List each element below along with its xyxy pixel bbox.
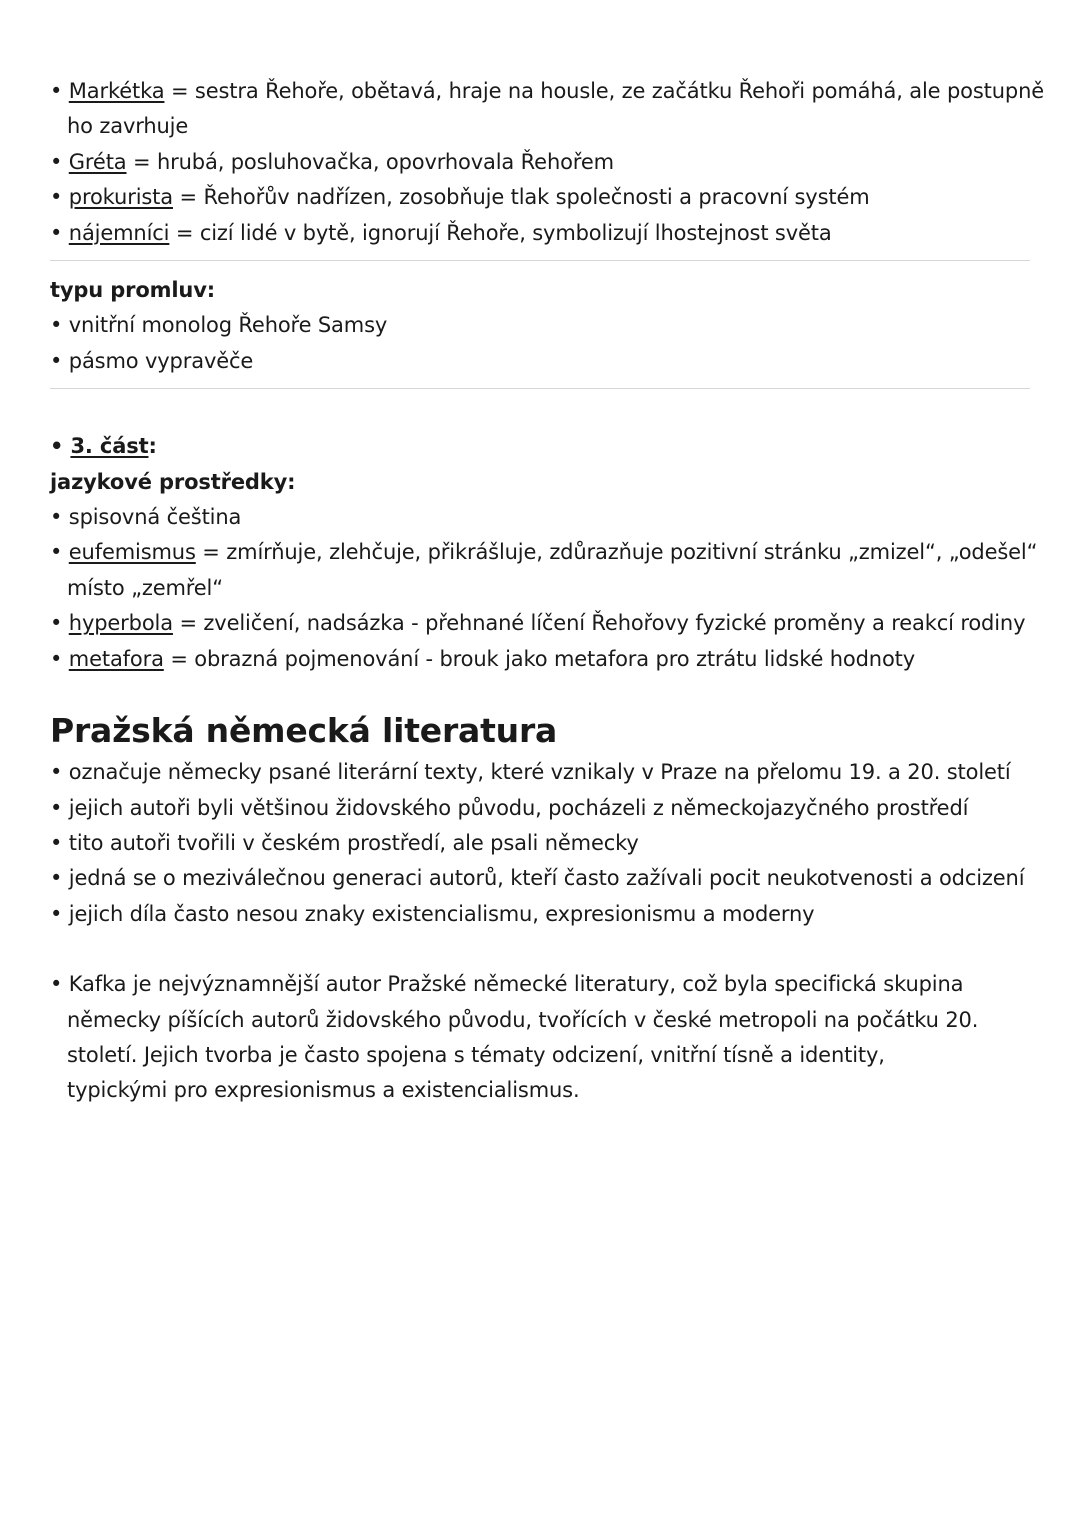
bullet: •: [50, 646, 63, 671]
item-text: jejich díla často nesou znaky existencialismu, expresionismu a moderny: [68, 901, 815, 926]
term-eufemismus: eufemismus: [68, 540, 196, 565]
list-item: [50, 861, 1030, 896]
prague-section: [50, 707, 1030, 1109]
item-text: jedná se o meziválečnou generaci autorů, kteří často zažívali pocit neukotvenosti a odcizení: [68, 866, 1025, 891]
list-item: [50, 216, 1030, 251]
divider: [50, 260, 1030, 261]
item-text: označuje německy psané literární texty, které vznikaly v Praze na přelomu 19. a 20. století: [68, 760, 1011, 785]
term-description: = zveličení, nadsázka - přehnané líčení Řehořovy fyzické proměny a reakcí rodiny: [172, 611, 1026, 636]
list-item-continuation: ho zavrhuje: [67, 114, 189, 139]
term-description: = sestra Řehoře, obětavá, hraje na housle, ze začátku Řehoři pomáhá, ale postupně: [164, 79, 1045, 103]
item-text: spisovná čeština: [68, 505, 242, 530]
bullet: •: [50, 611, 63, 636]
list-item: [50, 344, 1030, 379]
section-heading: typu promluv:: [50, 278, 216, 303]
list-item: [50, 535, 1038, 570]
divider: [50, 388, 1030, 389]
bullet: •: [50, 185, 63, 210]
list-item: [50, 145, 1030, 180]
list-item: [50, 74, 1045, 109]
list-item-continuation: typickými pro expresionismus a existencialismus.: [67, 1078, 580, 1103]
term-marketka: Markétka: [68, 79, 165, 103]
bullet: •: [50, 220, 63, 245]
part-label: [50, 429, 1030, 464]
kafka-paragraph: [50, 967, 1030, 1109]
term-description: = obrazná pojmenování - brouk jako metafora pro ztrátu lidské hodnoty: [163, 646, 916, 671]
term-description: = cizí lidé v bytě, ignorují Řehoře, symbolizují lhostejnost světa: [169, 220, 832, 245]
bullet: •: [50, 972, 63, 997]
list-item-continuation: místo „zemřel“: [67, 575, 223, 600]
list-item-continuation: století. Jejich tvorba je často spojena s tématy odcizení, vnitřní tísně a identity,: [67, 1042, 885, 1067]
term-description: = Řehořův nadřízen, zosobňuje tlak společnosti a pracovní systém: [172, 185, 870, 210]
bullet: •: [50, 901, 63, 926]
colon: :: [148, 434, 157, 459]
item-text: jejich autoři byli většinou židovského původu, pocházeli z německojazyčného prostředí: [68, 795, 969, 820]
term-description: = hrubá, posluhovačka, opovrhovala Řehořem: [126, 149, 614, 174]
section-heading: jazykové prostředky:: [50, 469, 296, 494]
section-title: Pražská německá literatura: [50, 711, 558, 751]
bullet: •: [50, 348, 63, 373]
document-page: [50, 74, 1045, 1109]
term-metafora: metafora: [68, 646, 164, 671]
list-item: [50, 755, 1030, 790]
speech-section: [50, 273, 1030, 379]
characters-list: [50, 74, 1045, 251]
list-item: [50, 791, 1030, 826]
bullet: •: [50, 795, 63, 820]
bullet: •: [50, 79, 63, 103]
list-item: [50, 180, 1030, 215]
term-greta: Gréta: [68, 149, 127, 174]
bullet: •: [50, 830, 63, 855]
term-description: = zmírňuje, zlehčuje, přikrášluje, zdůrazňuje pozitivní stránku „zmizel“, „odešel“: [195, 540, 1038, 565]
term-najemnici: nájemníci: [68, 220, 170, 245]
part-title: 3. část: [70, 434, 149, 459]
bullet: •: [50, 866, 63, 891]
list-item: [50, 826, 1030, 861]
item-text: tito autoři tvořili v českém prostředí, ale psali německy: [68, 830, 639, 855]
list-item: [50, 308, 1030, 343]
item-text: vnitřní monolog Řehoře Samsy: [68, 313, 388, 338]
term-prokurista: prokurista: [68, 185, 173, 210]
bullet: •: [50, 760, 63, 785]
list-item: [50, 897, 1030, 932]
list-item: [50, 967, 1030, 1002]
item-text: pásmo vypravěče: [68, 348, 254, 373]
term-hyperbola: hyperbola: [68, 611, 173, 636]
item-text: Kafka je nejvýznamnější autor Pražské německé literatury, což byla specifická skupina: [68, 972, 964, 997]
list-item: [50, 642, 1030, 677]
list-item: [50, 500, 1030, 535]
list-item-continuation: německy píšících autorů židovského původu, tvořících v české metropoli na počátku 20.: [67, 1007, 979, 1032]
bullet: •: [50, 313, 63, 338]
bullet: •: [50, 505, 63, 530]
list-item: [50, 606, 1030, 641]
bullet: •: [50, 434, 64, 459]
part3-section: [50, 429, 1038, 677]
bullet: •: [50, 149, 63, 174]
bullet: •: [50, 540, 63, 565]
